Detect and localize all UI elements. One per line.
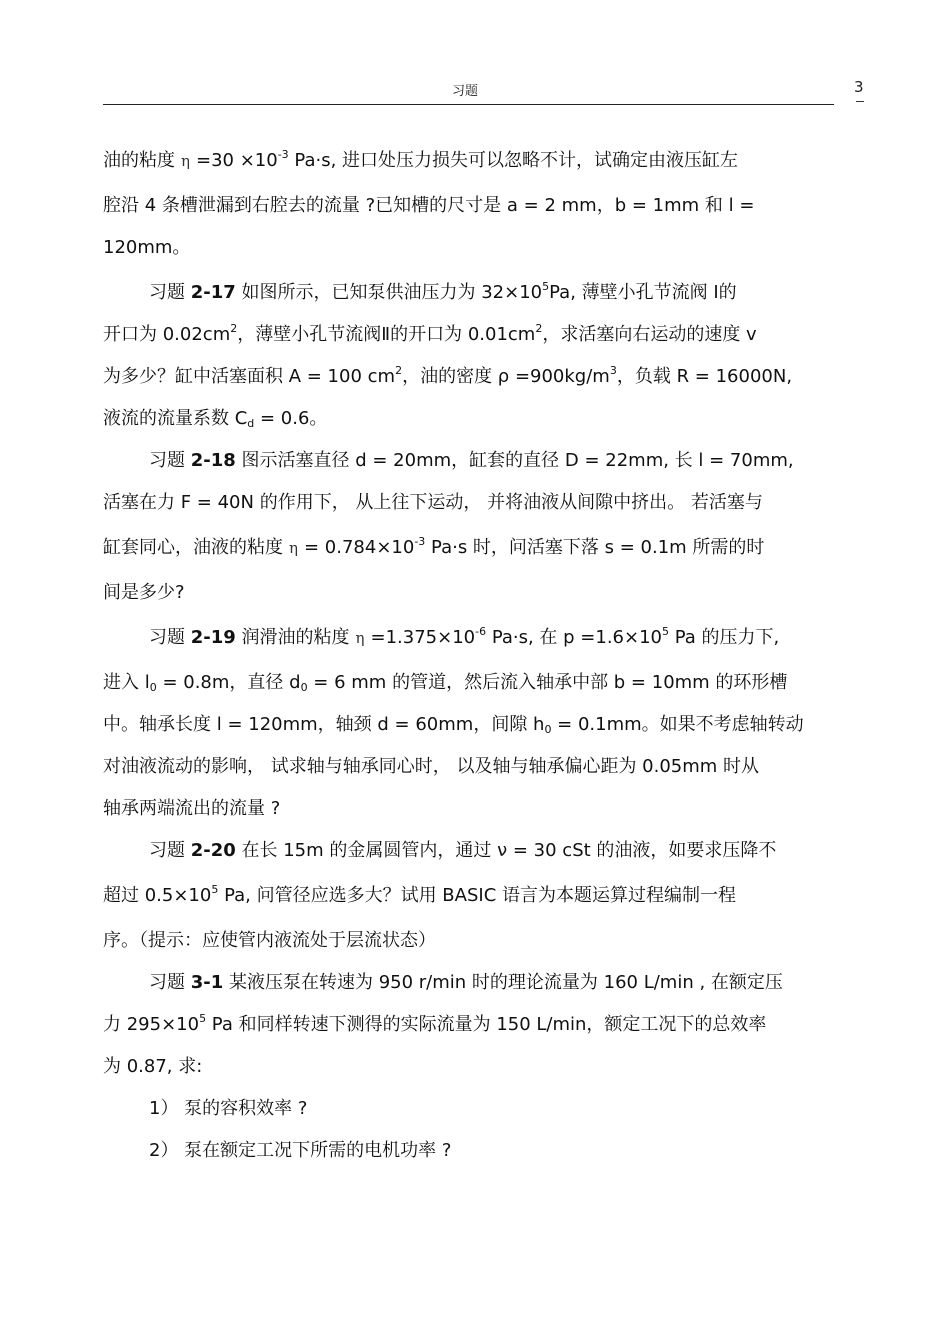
exercise-heading: 习题 2-18 图示活塞直径 d = 20mm，缸套的直径 D = 22mm, 长 l = 70mm, xyxy=(149,450,794,471)
text-line: 力 $295\times 10^5$ Pa 和同样转速下测得的实际流量为 150 L/min，额定工况下的总效率 xyxy=(103,1012,767,1035)
header-rule xyxy=(103,104,834,105)
text-line: 活塞在力 F = 40N 的作用下， 从上往下运动， 并将油液从间隙中挤出。 若活塞与 xyxy=(103,492,763,513)
exercise-number: 2-20 xyxy=(190,840,236,861)
page-header-title: 习题 xyxy=(452,84,479,99)
exercise-number: 2-17 xyxy=(190,282,236,303)
exercise-heading: 习题 2-19 润滑油的粘度 $\eta =1.375\times 10^{-6}$ Pa·s, 在 $p =1.6\times 10^5$ Pa 的压力下, xyxy=(149,625,780,648)
text-line: 液流的流量系数 $C_d = 0.6$。 xyxy=(103,408,328,430)
exercise-heading: 习题 2-20 在长 15m 的金属圆管内，通过 ν = 30 cSt 的油液，如要求压降不 xyxy=(149,840,777,861)
text-line: 油的粘度 $\eta =30 \times 10^{-3}$ Pa·s, 进口处压力损失可以忽略不计，试确定由液压缸左 xyxy=(103,148,739,171)
exercise-heading: 习题 3-1 某液压泵在转速为 950 r/min 时的理论流量为 160 L/min , 在额定压 xyxy=(149,972,783,993)
eta-symbol: η xyxy=(289,539,298,557)
list-item: 2） 泵在额定工况下所需的电机功率 ? xyxy=(149,1140,452,1161)
text-line: 120mm。 xyxy=(103,237,191,258)
text-line: 缸套同心，油液的粘度 $\eta = 0.784\times 10^{-3}$ Pa·s 时，问活塞下落 s = 0.1m 所需的时 xyxy=(103,535,765,558)
text-line: 开口为 $0.02cm^2$，薄壁小孔节流阀Ⅱ的开口为 $0.01cm^2$，求活塞向右运动的速度 v xyxy=(103,322,757,345)
text-line: 为多少？缸中活塞面积 A = 100 $cm^2$，油的密度 $\rho =900kg/m^3$，负载 R = 16000N, xyxy=(103,364,793,387)
text-line: 对油液流动的影响， 试求轴与轴承同心时， 以及轴与轴承偏心距为 0.05mm 时从 xyxy=(103,756,760,777)
text-line: 序。（提示：应使管内液流处于层流状态） xyxy=(103,930,436,951)
exercise-number: 2-19 xyxy=(190,627,236,648)
text-line: 进入 $l_0 = 0.8m$，直径 $d_0 = 6$ mm 的管道，然后流入轴承中部 b = 10mm 的环形槽 xyxy=(103,672,788,694)
eta-symbol: η xyxy=(181,152,190,170)
text-line: 为 0.87, 求: xyxy=(103,1056,203,1077)
text-line: 轴承两端流出的流量 ? xyxy=(103,798,281,819)
list-item: 1） 泵的容积效率 ? xyxy=(149,1098,308,1119)
body-text xyxy=(103,140,863,1172)
exercise-number: 2-18 xyxy=(190,450,236,471)
page-number-tick xyxy=(856,101,864,102)
text-line: 中。轴承长度 l = 120mm，轴颈 d = 60mm，间隙 $h_0 = 0.1mm$。如果不考虑轴转动 xyxy=(103,714,804,736)
exercise-number: 3-1 xyxy=(190,972,224,993)
text-line: 超过 $0.5\times 10^5$ Pa, 问管径应选多大？试用 BASIC 语言为本题运算过程编制一程 xyxy=(103,883,736,906)
text-line: 腔沿 4 条槽泄漏到右腔去的流量 ?已知槽的尺寸是 a = 2 mm，b = 1mm 和 l = xyxy=(103,195,755,216)
text-line: 间是多少? xyxy=(103,582,185,603)
exercise-heading: 习题 2-17 如图所示，已知泵供油压力为 $32\times 10^5Pa$, 薄壁小孔节流阀 Ⅰ的 xyxy=(149,280,737,303)
page-number: 3 xyxy=(854,78,864,96)
eta-symbol: η xyxy=(355,629,365,647)
